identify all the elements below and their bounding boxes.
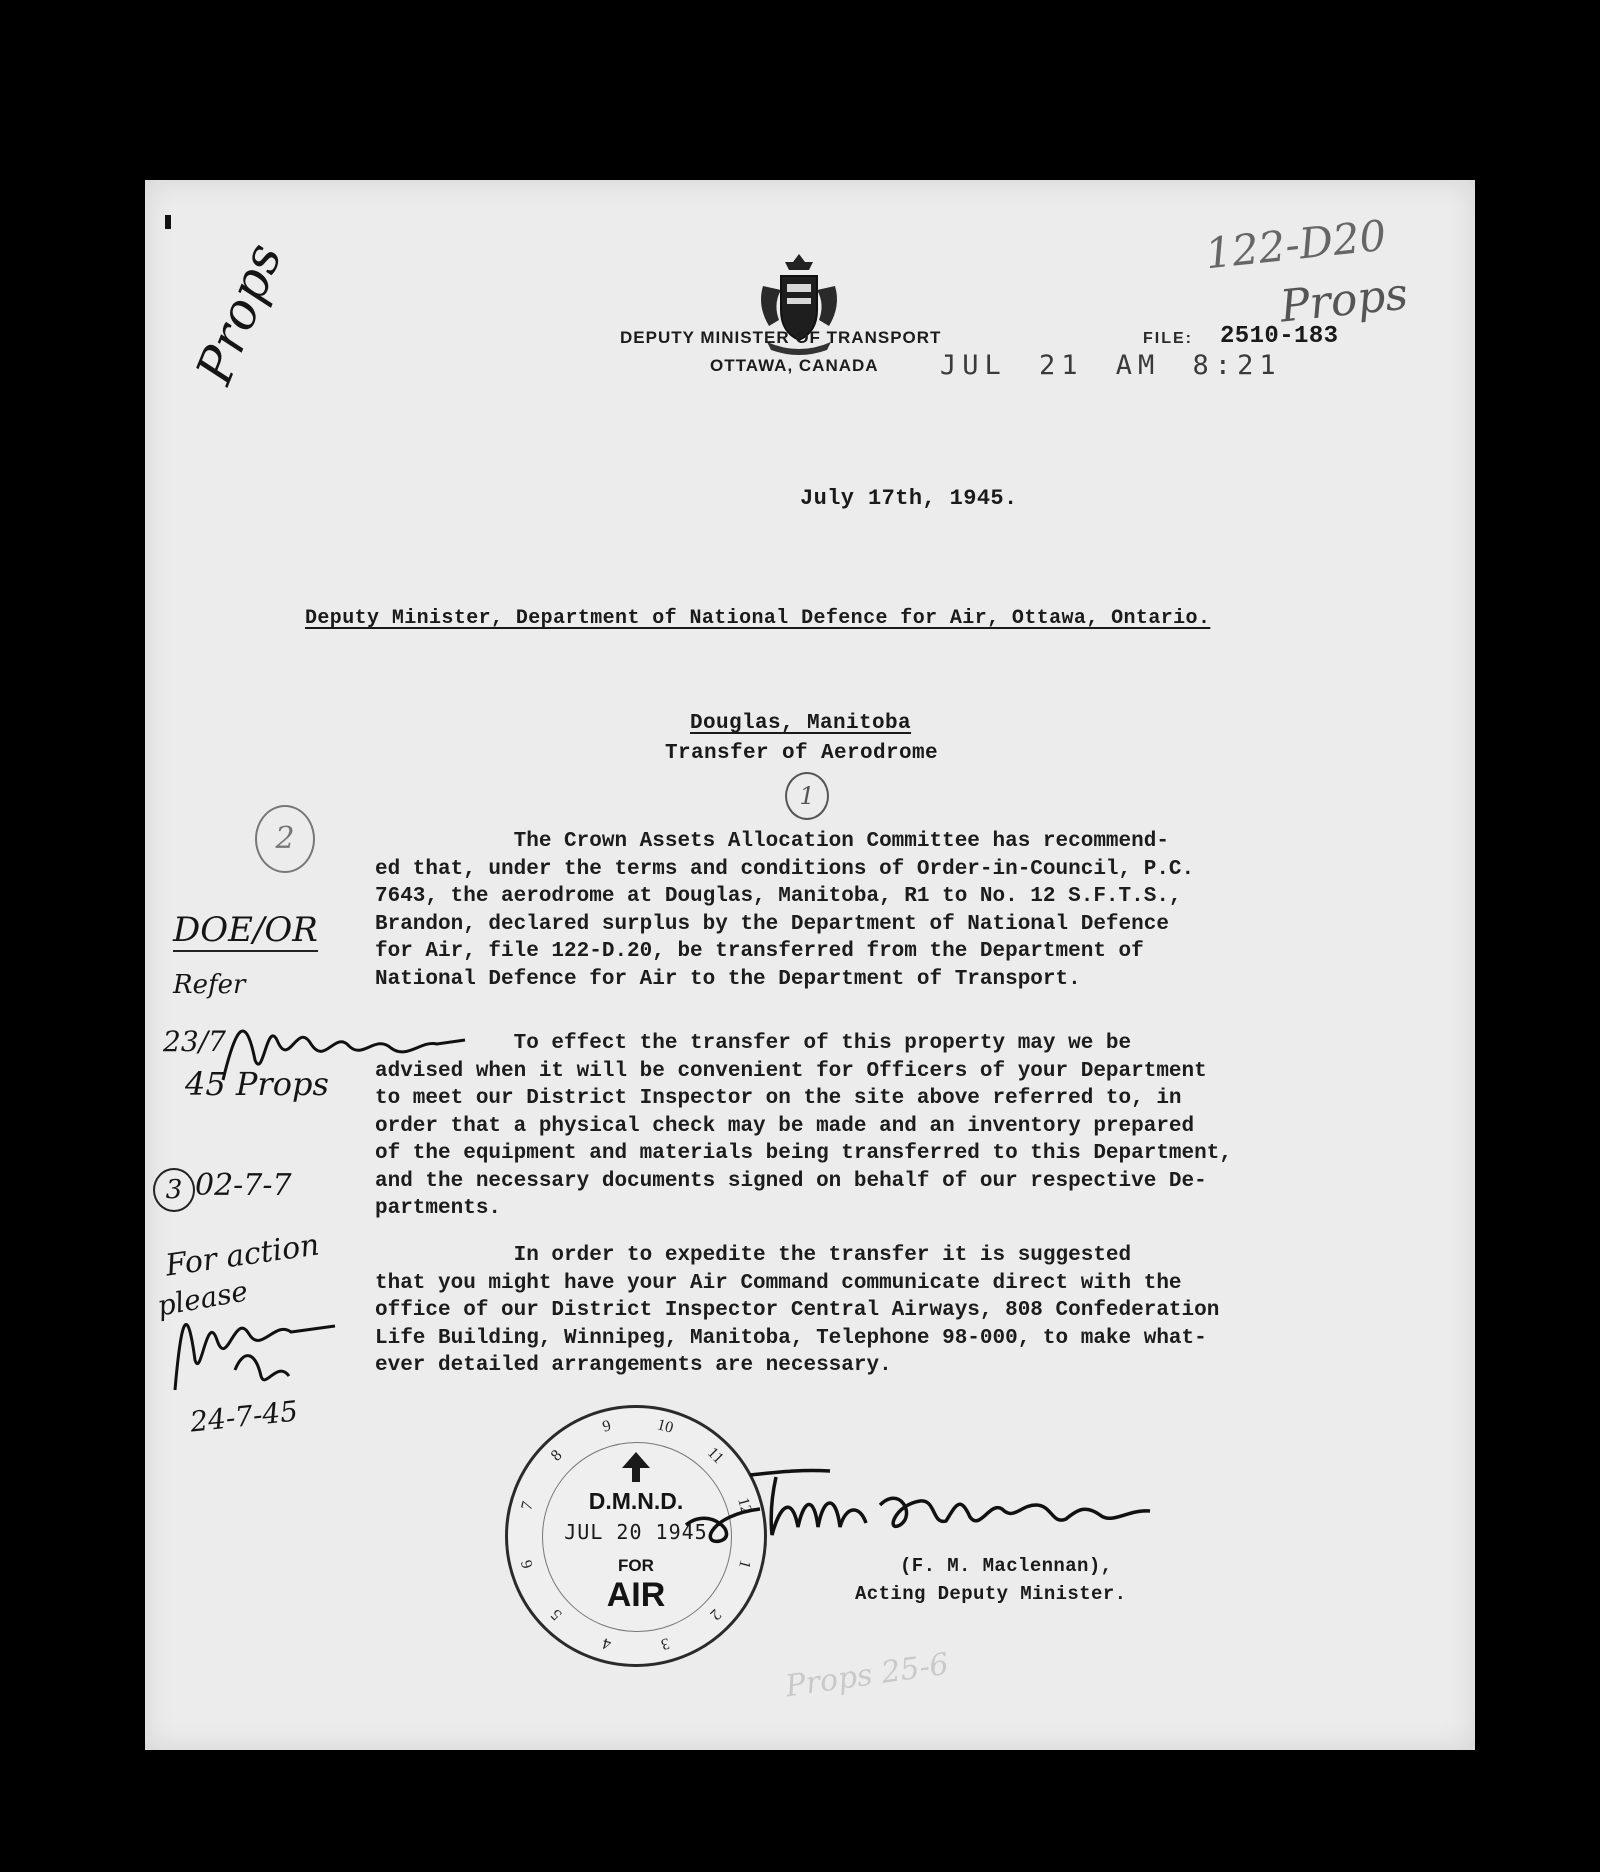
stamp-dial-number: 6 <box>518 1558 537 1571</box>
paragraph-2: To effect the transfer of this property may we be advised when it will be convenient for Officers of your Department to meet our District Inspector on the site above referred to, in order that a physical check may be made and an inventory prepared of the equipment and materials being transferred to this Department, and the necessary documents signed on behalf of our respective De- partments. <box>375 1032 1232 1220</box>
paragraph-1: The Crown Assets Allocation Committee has recommend- ed that, under the terms and conditions of Order-in-Council, P.C. 7643, the aerodrome at Douglas, Manitoba, R1 to No. 12 S.F.T.S., Brandon, declared surplus by the Department of National Defence for Air, file 122-D.20, be transferred from the Department of National Defence for Air to the Department of Transport. <box>375 830 1195 991</box>
received-date-stamp: JUL 21 AM 8:21 <box>940 350 1282 381</box>
stamp-dial-number: 1 <box>735 1558 754 1571</box>
stamp-dept: AIR <box>606 1576 666 1614</box>
letter-date: July 17th, 1945. <box>800 486 1018 511</box>
circled-annotation-1-text: 1 <box>799 782 815 810</box>
margin-note-circled-3 <box>153 1168 195 1212</box>
stamp-dial-number: 4 <box>600 1634 613 1653</box>
handwritten-signature <box>680 1465 1200 1545</box>
circled-annotation-1 <box>785 772 829 820</box>
stamp-dial-number: 2 <box>706 1605 725 1624</box>
handwritten-top-left: Props <box>185 235 294 392</box>
stamp-dial-number: 3 <box>659 1634 672 1653</box>
margin-note-2: Refer <box>173 970 246 1000</box>
margin-note-4: 45 Props <box>185 1065 329 1103</box>
stamp-dial-number: 12 <box>734 1495 755 1516</box>
margin-note-circled-3-text: 3 <box>165 1175 183 1205</box>
file-number: 2510-183 <box>1220 323 1339 350</box>
circled-annotation-2 <box>255 805 315 873</box>
handwritten-top-right-props: Props <box>1277 268 1411 333</box>
margin-note-8: please <box>154 1274 251 1323</box>
stamp-date: JUL 20 1945 <box>564 1520 708 1544</box>
arrow-up-icon <box>622 1452 650 1482</box>
subject-line-1: Douglas, Manitoba <box>690 712 912 735</box>
stamp-dial-number: 7 <box>518 1499 537 1512</box>
signatory-title: Acting Deputy Minister. <box>855 1583 1127 1605</box>
margin-dots <box>165 215 171 229</box>
margin-scribble-signature-2 <box>165 1280 345 1400</box>
stamp-for: FOR <box>618 1556 654 1575</box>
margin-note-6: 02-7-7 <box>195 1168 292 1203</box>
faint-bottom-annotation: Props 25-6 <box>783 1646 951 1705</box>
letter-page <box>145 180 1475 1750</box>
addressee: Deputy Minister, Department of National Defence for Air, Ottawa, Ontario. <box>305 607 1211 630</box>
margin-note-9: 24-7-45 <box>188 1394 300 1439</box>
circled-annotation-2-text: 2 <box>275 821 295 856</box>
stamp-dial-number: 11 <box>704 1443 727 1467</box>
letterhead-location: OTTAWA, CANADA <box>710 356 879 375</box>
subject-line-2: Transfer of Aerodrome <box>665 742 939 765</box>
signatory-name: (F. M. Maclennan), <box>900 1555 1113 1577</box>
margin-note-3: 23/7 <box>163 1025 226 1058</box>
stamp-dial-number: 8 <box>547 1446 566 1465</box>
stamp-dial-number: 10 <box>655 1416 676 1437</box>
handwritten-top-right-file: 122-D20 <box>1202 210 1389 279</box>
stamp-dial-number: 9 <box>600 1417 613 1436</box>
margin-note-1: DOE/OR <box>173 910 318 950</box>
stamp-org: D.M.N.D. <box>588 1488 684 1514</box>
file-label: FILE: <box>1143 330 1193 347</box>
paragraph-3: In order to expedite the transfer it is suggested that you might have your Air Command communicate direct with the office of our District Inspector Central Airways, 808 Confederation Life Building, Winnipeg, Manitoba, Telephone 98-000, to make what- ever detailed arrangements are necessary. <box>375 1244 1220 1377</box>
margin-note-7: For action <box>163 1227 322 1284</box>
letterhead-title: DEPUTY MINISTER OF TRANSPORT <box>620 328 942 347</box>
stamp-dial-number: 5 <box>547 1605 566 1624</box>
